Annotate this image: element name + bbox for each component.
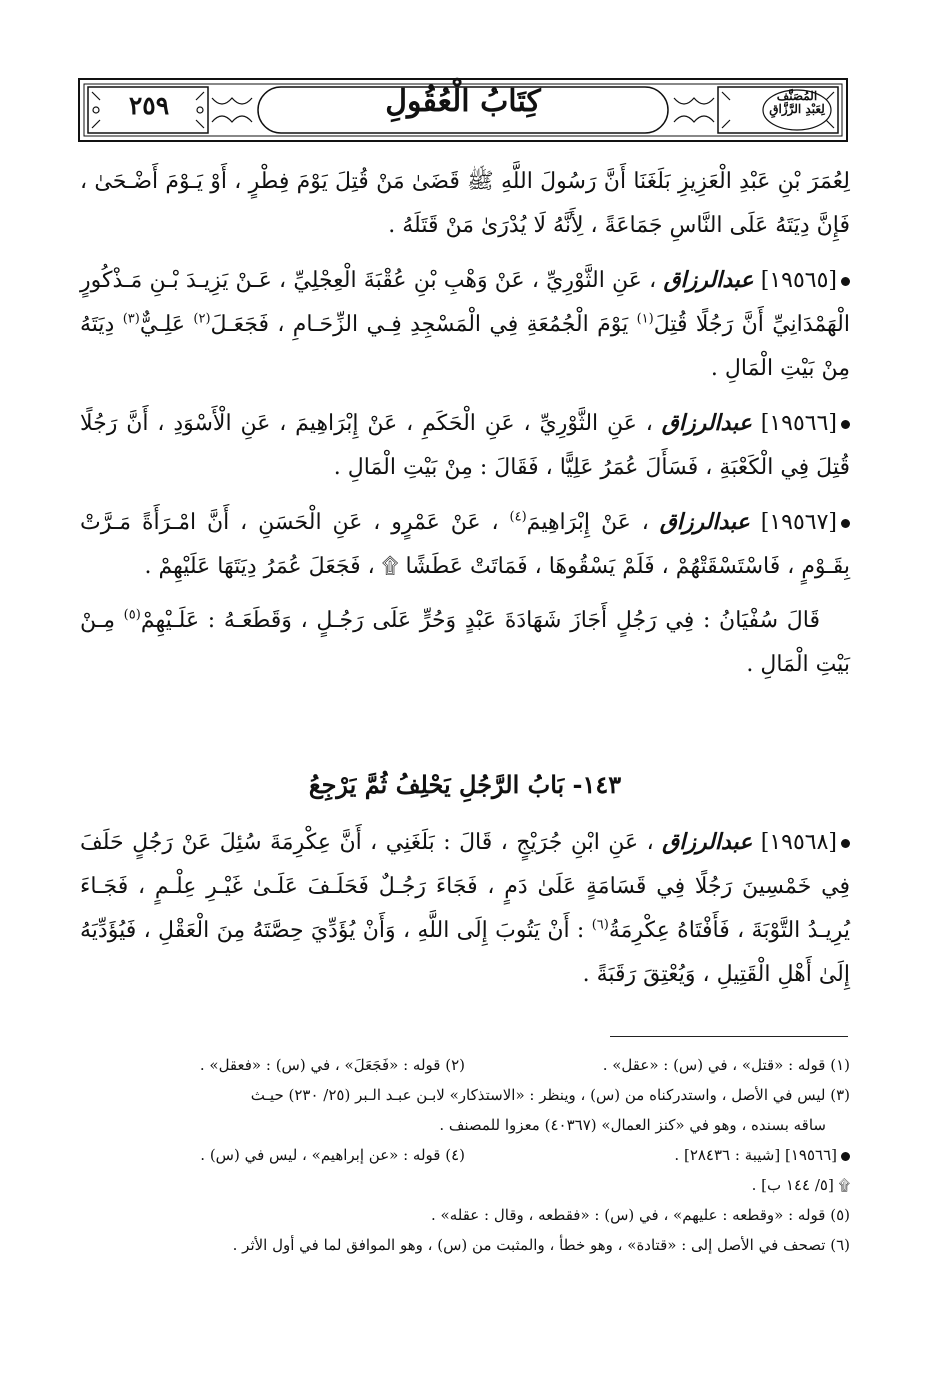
statement-text: مِـنْ بَيْتِ الْمَالِ . <box>80 608 850 677</box>
hadith-text: عَلِـيٌّ <box>139 312 194 337</box>
hadith-text: ، عَنِ الثَّوْرِيِّ ، عَنِ الْحَكَمِ ، عَنْ إِبْرَاهِيمَ ، عَنِ الْأَسْوَدِ ، أَنَّ رَجُلًا قُتِلَ فِي الْكَعْبَةِ ، فَسَأَلَ عُمَرُ عَلِيًّا ، فَقَالَ : مِنْ بَيْتِ الْمَالِ . <box>80 411 850 480</box>
paragraph-continuation: لِعُمَرَ بْنِ عَبْدِ الْعَزِيزِ بَلَغَنَا أَنَّ رَسُولَ اللَّهِ ﷺ قَضَىٰ مَنْ قُتِلَ يَوْمَ فِطْرٍ ، أَوْ يَـوْمَ أَضْـحَىٰ ، فَإِنَّ دِيَتَهُ عَلَى النَّاسِ جَمَاعَةً ، لِأَنَّهُ لَا يُدْرَىٰ مَنْ قَتَلَهُ . <box>80 169 850 238</box>
hadith-text: ، عَنْ إِبْرَاهِيمَ <box>526 510 649 535</box>
footnote-6: (٦) تصحف في الأصل إلى : «قتادة» ، وهو خطأ ، والمثبت من (س) ، وهو الموافق لما في أول الأثر . <box>232 1236 850 1254</box>
page-header <box>78 78 848 142</box>
footnote-divider <box>610 1036 848 1037</box>
logo-text-line2: لِعَبْدِ الرَّزَّاقِ <box>769 102 825 116</box>
footnote-ref[interactable]: (٢) <box>193 311 211 327</box>
footnote-5: (٥) قوله : «وقطعه : عليهم» ، في (س) : «فقطعه ، وقال : عقله» . <box>431 1206 850 1224</box>
footnote-2: (٢) قوله : «فَجَعَلَ» ، في (س) : «فعقل» . <box>199 1056 465 1074</box>
chapter-header-title: كِتَابُ الْعُقُولِ <box>385 84 541 119</box>
hadith-number: [١٩٥٦٦] <box>760 411 837 436</box>
footnote-ref[interactable]: (١) <box>636 311 654 327</box>
bullet-icon <box>841 420 850 429</box>
hadith-text: ، عَنِ ابْنِ جُرَيْجٍ ، قَالَ : بَلَغَنِي ، أَنَّ عِكْرِمَةَ سُئِلَ عَنْ رَجُلٍ حَلَفَ فِي خَمْسِينَ رَجُلًا فِي قَسَامَةٍ عَلَىٰ دَمٍ ، فَجَاءَ رَجُـلٌ فَحَلَـفَ عَلَـىٰ غَيْـرِ عِلْـمٍ ، فَجَـاءَ يُرِيـدُ التَّوْبَةَ ، فَأَفْتَاهُ عِكْرِمَةُ <box>80 830 851 943</box>
narrator-name: عبدالرزاق <box>663 267 754 293</box>
hadith-text: يَوْمَ الْجُمُعَةِ فِي الْمَسْجِدِ فِـي الزِّحَـامِ ، فَجَعَـلَ <box>210 312 637 337</box>
narrator-name: عبدالرزاق <box>662 829 753 855</box>
narrator-name: عبدالرزاق <box>661 410 752 436</box>
hadith-number: [١٩٥٦٥] <box>760 268 837 293</box>
hadith-19565 <box>80 258 850 391</box>
hadith-text: : أَنْ يَتُوبَ إِلَى اللَّهِ ، وَأَنْ يُؤَدِّيَ حِصَّتَهُ مِنَ الْعَقْلِ ، فَيُؤَدِّيَهُ إِلَىٰ أَهْلِ الْقَتِيلِ ، وَيُعْتِقَ رَقَبَةً . <box>80 918 850 987</box>
hadith-19567 <box>80 500 850 589</box>
logo-text-line1: المُصَنَّف <box>776 89 818 103</box>
narrator-name: عبدالرزاق <box>659 509 750 535</box>
footnote-3: (٣) ليس في الأصل ، واستدركناه من (س) ، وينظر : «الاستذكار» لابـن عبـد الـبر (٢٥/ ٢٣٠) حيـث <box>250 1086 850 1104</box>
hadith-number: [١٩٥٦٧] <box>760 510 837 535</box>
footnote-ref[interactable]: (٦) <box>591 917 609 933</box>
hadith-19566 <box>80 401 850 490</box>
footnote-source-19566 <box>465 1140 850 1170</box>
footnote-ref[interactable]: (٤) <box>509 509 527 525</box>
main-text <box>80 160 850 697</box>
statement-text: قَالَ سُفْيَانُ : فِي رَجُلٍ أَجَازَ شَهَادَةَ عَبْدٍ وَحُرٍّ عَلَى رَجُـلٍ ، وَقَطَعَـهُ : عَلَـيْهِمْ <box>140 608 820 633</box>
bullet-icon <box>841 277 850 286</box>
hadith-19568 <box>80 820 850 997</box>
sufyan-statement <box>80 599 850 687</box>
page-number: ٢٥٩ <box>128 91 170 120</box>
footnote-manuscript-marker: ۩ [٥/ ١٤٤ ب] . <box>751 1176 850 1194</box>
bullet-icon <box>841 1152 850 1161</box>
footnotes <box>80 1050 850 1260</box>
footnote-ref[interactable]: (٥) <box>123 607 141 623</box>
footnote-row <box>80 1140 850 1170</box>
footnote-1: (١) قوله : «قتل» ، في (س) : «عقل» . <box>602 1056 850 1074</box>
footnote-row <box>80 1050 850 1080</box>
bullet-icon <box>841 839 850 848</box>
chapter-heading: ١٤٣- بَابُ الرَّجُلِ يَحْلِفُ ثُمَّ يَرْجِعُ <box>308 770 622 799</box>
footnote-4: (٤) قوله : «عن إبراهيم» ، ليس في (س) . <box>200 1146 465 1164</box>
hadith-text: ، عَنِ الثَّوْرِيِّ ، عَنْ وَهْبِ بْنِ عُقْبَةَ الْعِجْلِيِّ ، عَـنْ يَزِيـدَ بْـنِ مَـذْكُورٍ الْهَمْدَانِيِّ أَنَّ رَجُلًا قُتِلَ <box>80 268 850 337</box>
footnote-3-continued: ساقه بسنده ، وهو في «كنز العمال» (٤٠٣٦٧) معزوا للمصنف . <box>439 1116 826 1134</box>
bullet-icon <box>841 519 850 528</box>
footnote-ref[interactable]: (٣) <box>122 311 140 327</box>
hadith-text: ، عَنْ عَمْرٍو ، عَنِ الْحَسَنِ ، أَنَّ امْـرَأَةً مَـرَّتْ بِقَـوْمٍ ، فَاسْتَسْقَتْهُمْ ، فَلَمْ يَسْقُوهَا ، فَمَاتَتْ عَطَشًا ۩ ، فَجَعَلَ عُمَرُ دِيَتَهَا عَلَيْهِمْ . <box>80 510 850 579</box>
hadith-text: دِيَتَهُ مِنْ بَيْتِ الْمَالِ . <box>80 312 850 381</box>
footnote-source-text: [١٩٥٦٦] [شيبة : ٢٨٤٣٦] . <box>674 1146 837 1164</box>
main-text-2 <box>80 820 850 1007</box>
book-logo <box>766 90 828 130</box>
hadith-number: [١٩٥٦٨] <box>760 830 837 855</box>
